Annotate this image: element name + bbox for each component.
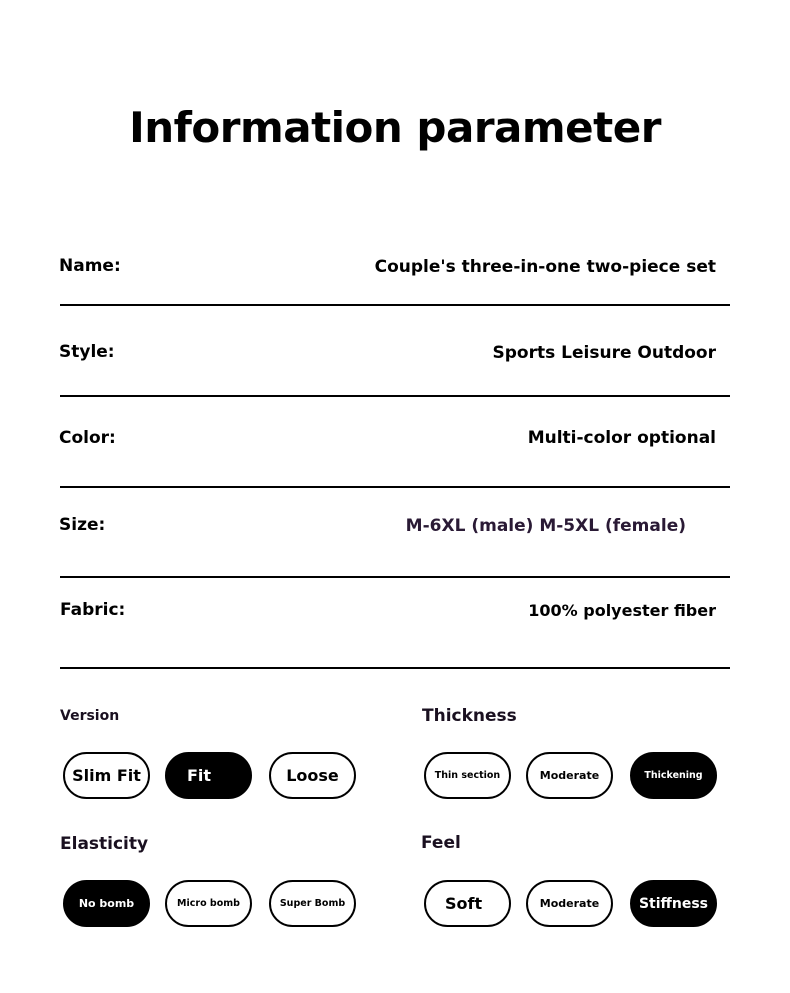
param-label: Size: [59,515,106,535]
feel-option-soft[interactable]: Soft [424,880,511,927]
feel-option-moderate[interactable]: Moderate [526,880,613,927]
version-title: Version [60,708,120,724]
feel-option-stiffness[interactable]: Stiffness [630,880,717,927]
param-value: 100% polyester fiber [528,601,716,620]
param-row-fabric [60,599,730,669]
param-value: M-6XL (male) M-5XL (female) [405,516,686,536]
param-row-size [60,514,730,578]
page-title: Information parameter [129,103,661,152]
param-value: Multi-color optional [527,428,716,448]
param-value: Sports Leisure Outdoor [492,343,716,363]
param-row-name [60,255,730,306]
feel-title: Feel [421,833,461,853]
version-option-loose[interactable]: Loose [269,752,356,799]
param-label: Fabric: [60,600,126,620]
param-label: Style: [59,342,115,362]
elasticity-option-no-bomb[interactable]: No bomb [63,880,150,927]
param-label: Name: [59,256,121,276]
thickness-option-moderate[interactable]: Moderate [526,752,613,799]
param-value: Couple's three-in-one two-piece set [374,257,716,277]
param-label: Color: [59,428,116,448]
version-option-slim-fit[interactable]: Slim Fit [63,752,150,799]
elasticity-title: Elasticity [60,834,149,854]
elasticity-option-micro-bomb[interactable]: Micro bomb [165,880,252,927]
thickness-option-thin-section[interactable]: Thin section [424,752,511,799]
elasticity-option-super-bomb[interactable]: Super Bomb [269,880,356,927]
version-option-fit[interactable]: Fit [165,752,252,799]
thickness-title: Thickness [422,706,517,726]
thickness-option-thickening[interactable]: Thickening [630,752,717,799]
param-row-style [60,341,730,397]
param-row-color [60,427,730,488]
